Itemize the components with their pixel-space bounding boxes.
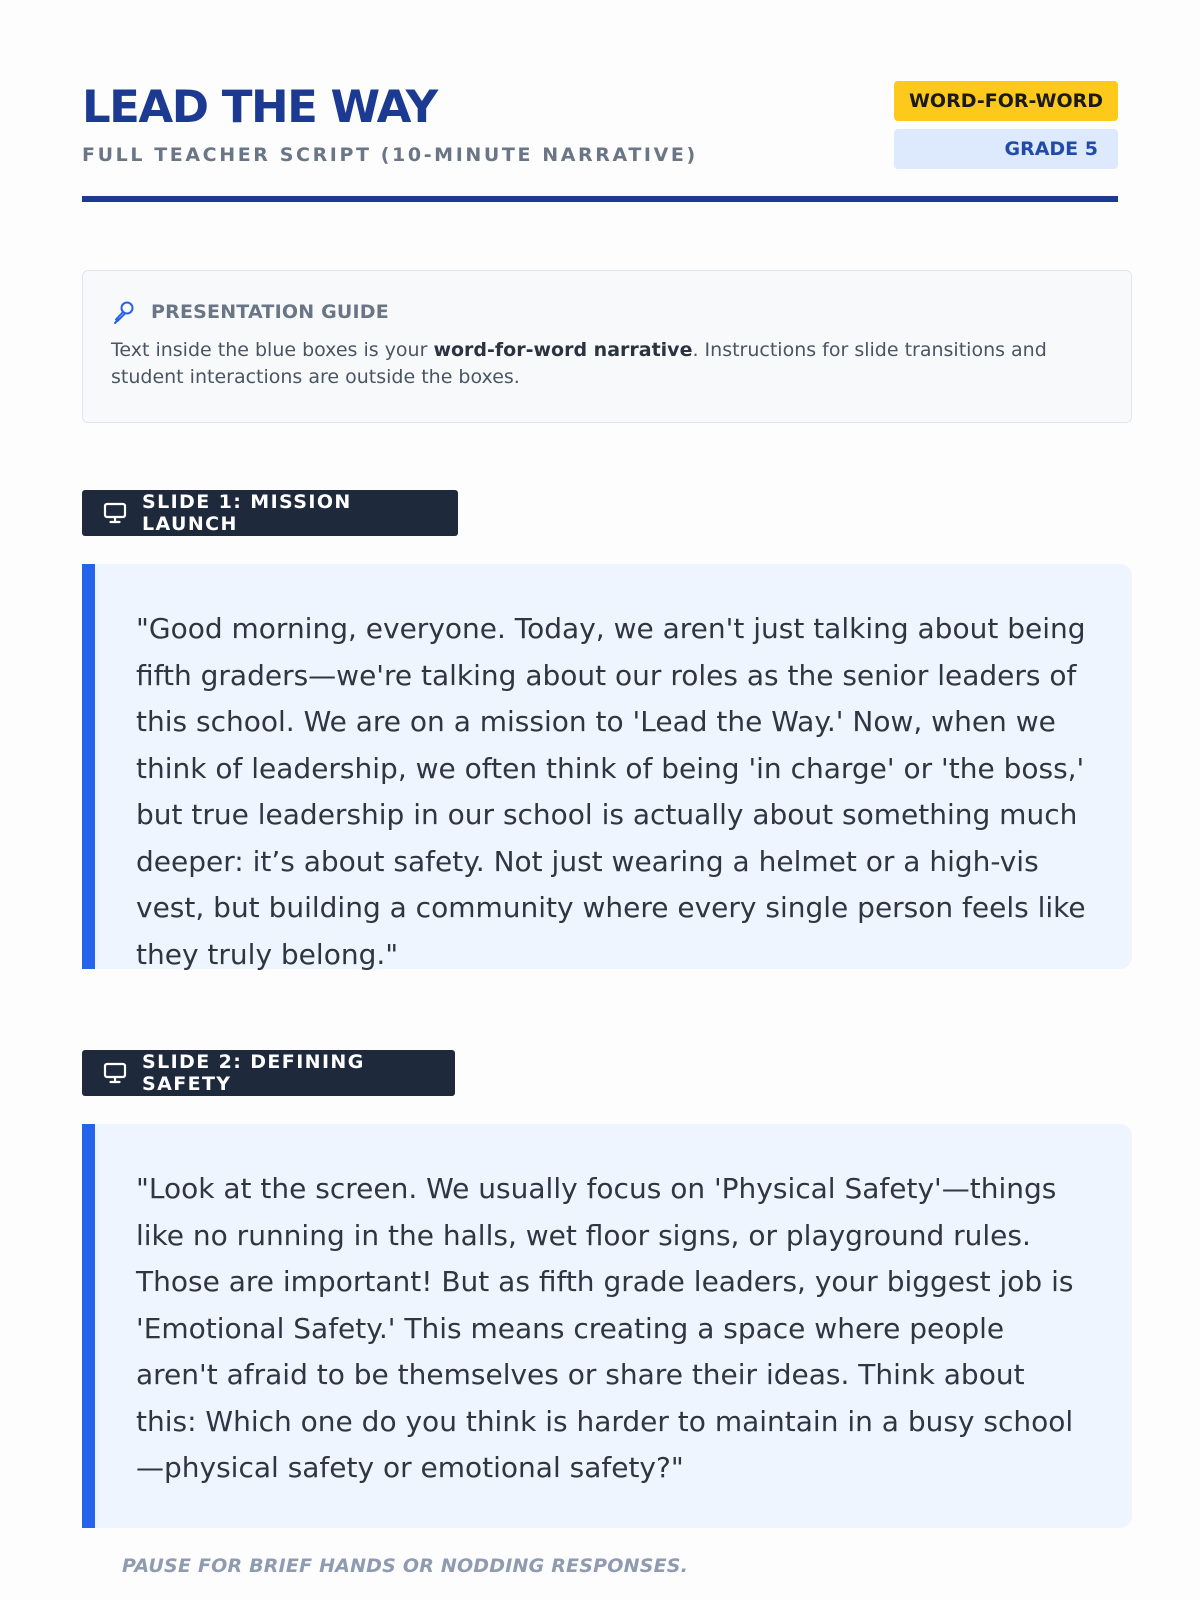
word-for-word-badge: WORD-FOR-WORD [894,81,1118,121]
presentation-guide-card [82,270,1132,423]
badge-group [894,81,1118,169]
guide-description [111,337,1103,391]
slide-1-script: "Good morning, everyone. Today, we aren't just talking about being fifth graders—we're talking about our roles as the senior leaders of this school. We are on a mission to 'Lead the Way.' Now, when we think of leadership, we often think of being 'in charge' or 'the boss,' but true leadership in our school is actually about something much deeper: it’s about safety. Not just wearing a helmet or a high-vis vest, but building a community where every single person feels like they truly belong." [136,612,1086,971]
document-title: LEAD THE WAY [82,80,437,133]
document-header [82,0,1118,202]
slide-2-label: SLIDE 2: DEFINING SAFETY [142,1051,365,1095]
slide-2-narrative-box [82,1124,1132,1528]
guide-label: PRESENTATION GUIDE [151,301,389,323]
slide-2-tag [82,1050,455,1096]
slide-1-label: SLIDE 1: MISSION LAUNCH [142,491,352,535]
monitor-icon [102,1060,128,1086]
header-divider [82,196,1118,202]
slide-2-script: "Look at the screen. We usually focus on 'Physical Safety'—things like no running in the halls, wet floor signs, or playground rules. Those are important! But as fifth grade leaders, your biggest job is 'Emotional Safety.' This means creating a space where people aren't afraid to be themselves or share their ideas. Think about this: Which one do you think is harder to maintain in a busy school—physical safety or emotional safety?" [136,1172,1074,1484]
document-subtitle: FULL TEACHER SCRIPT (10-MINUTE NARRATIVE) [82,144,698,166]
slide-1-narrative-box [82,564,1132,969]
microphone-icon [111,299,137,325]
guide-heading [111,297,1103,327]
guide-text-end: . Instructions for slide transitions and student interactions are outside the boxes. [111,339,1047,388]
stage-direction-note: PAUSE FOR BRIEF HANDS OR NODDING RESPONSES. [122,1555,689,1577]
guide-text-start: Text inside the blue boxes is your [111,339,434,361]
grade-badge: GRADE 5 [894,129,1118,169]
slide-1-tag [82,490,458,536]
monitor-icon [102,500,128,526]
guide-text-emphasis: word-for-word narrative [433,339,693,361]
